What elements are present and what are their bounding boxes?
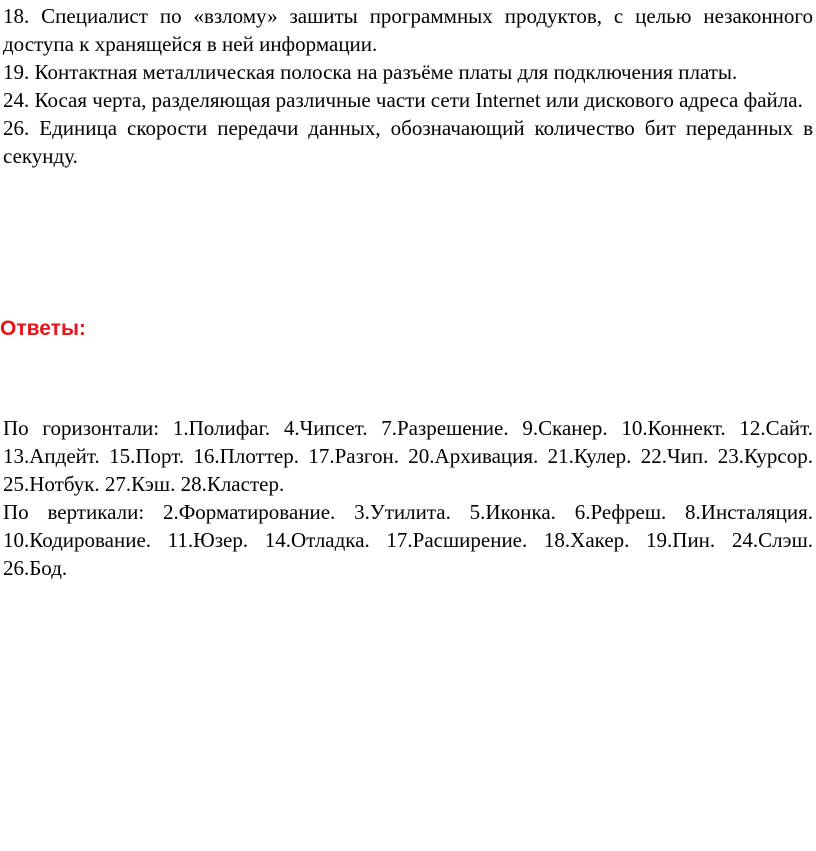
answers-section [3,414,813,582]
clue-item: 18. Специалист по «взлому» зашиты программных продуктов, с целью незаконного доступа к хранящейся в ней информации. [3,4,813,56]
clue-item: 19. Контактная металлическая полоска на разъёме платы для подключения платы. [3,60,738,84]
answers-heading: Ответы: [0,317,86,340]
clue-list [3,2,813,170]
answers-horizontal: По горизонтали: 1.Полифаг. 4.Чипсет. 7.Разрешение. 9.Сканер. 10.Коннект. 12.Сайт. 13.Апдейт. 15.Порт. 16.Плоттер. 17.Разгон. 20.Архивация. 21.Кулер. 22.Чип. 23.Курсор. 25.Нотбук. 27.Кэш. 28.Кластер. [3,416,813,496]
clue-item: 24. Косая черта, разделяющая различные части сети Internet или дискового адреса файла. [3,88,803,112]
clue-item: 26. Единица скорости передачи данных, обозначающий количество бит переданных в секунду. [3,116,813,168]
answers-vertical: По вертикали: 2.Форматирование. 3.Утилита. 5.Иконка. 6.Рефреш. 8.Инсталяция. 10.Кодирование. 11.Юзер. 14.Отладка. 17.Расширение. 18.Хакер. 19.Пин. 24.Слэш. 26.Бод. [3,500,813,580]
